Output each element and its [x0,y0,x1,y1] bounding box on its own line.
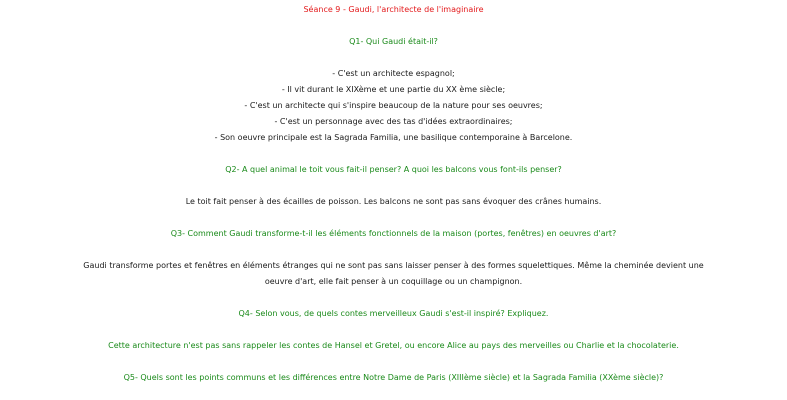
answer-3-line-2: oeuvre d'art, elle fait penser à un coquillage ou un champignon. [264,277,523,286]
answer-3-line-1: Gaudi transforme portes et fenêtres en éléments étranges qui ne sont pas sans laisser penser à des formes squelettiques. Même la cheminée devient une [83,261,704,270]
answer-4: Cette architecture n'est pas sans rappeler les contes de Hansel et Gretel, ou encore Alice au pays des merveilles ou Charlie et la chocolaterie. [108,341,679,350]
answer-1-line-3: - C'est un architecte qui s'inspire beaucoup de la nature pour ses oeuvres; [244,101,543,110]
answer-1-line-5: - Son oeuvre principale est la Sagrada Familia, une basilique contemporaine à Barcelone. [214,133,573,142]
answer-1-line-1: - C'est un architecte espagnol; [332,69,455,78]
question-3: Q3- Comment Gaudi transforme-t-il les éléments fonctionnels de la maison (portes, fenêtres) en oeuvres d'art? [170,229,617,238]
question-5: Q5- Quels sont les points communs et les différences entre Notre Dame de Paris (XIIIème siècle) et la Sagrada Familia (XXème siècle)? [123,373,664,382]
question-2: Q2- A quel animal le toit vous fait-il penser? A quoi les balcons vous font-ils penser? [225,165,562,174]
answer-1-line-2: - Il vit durant le XIXème et une partie du XX ème siècle; [281,85,506,94]
answer-2: Le toit fait penser à des écailles de poisson. Les balcons ne sont pas sans évoquer des crânes humains. [185,197,602,206]
question-1: Q1- Qui Gaudi était-il? [349,37,438,46]
page-title: Séance 9 - Gaudi, l'architecte de l'imaginaire [303,5,484,14]
answer-1-line-4: - C'est un personnage avec des tas d'idées extraordinaires; [274,117,513,126]
question-4: Q4- Selon vous, de quels contes merveilleux Gaudi s'est-il inspiré? Expliquez. [238,309,549,318]
